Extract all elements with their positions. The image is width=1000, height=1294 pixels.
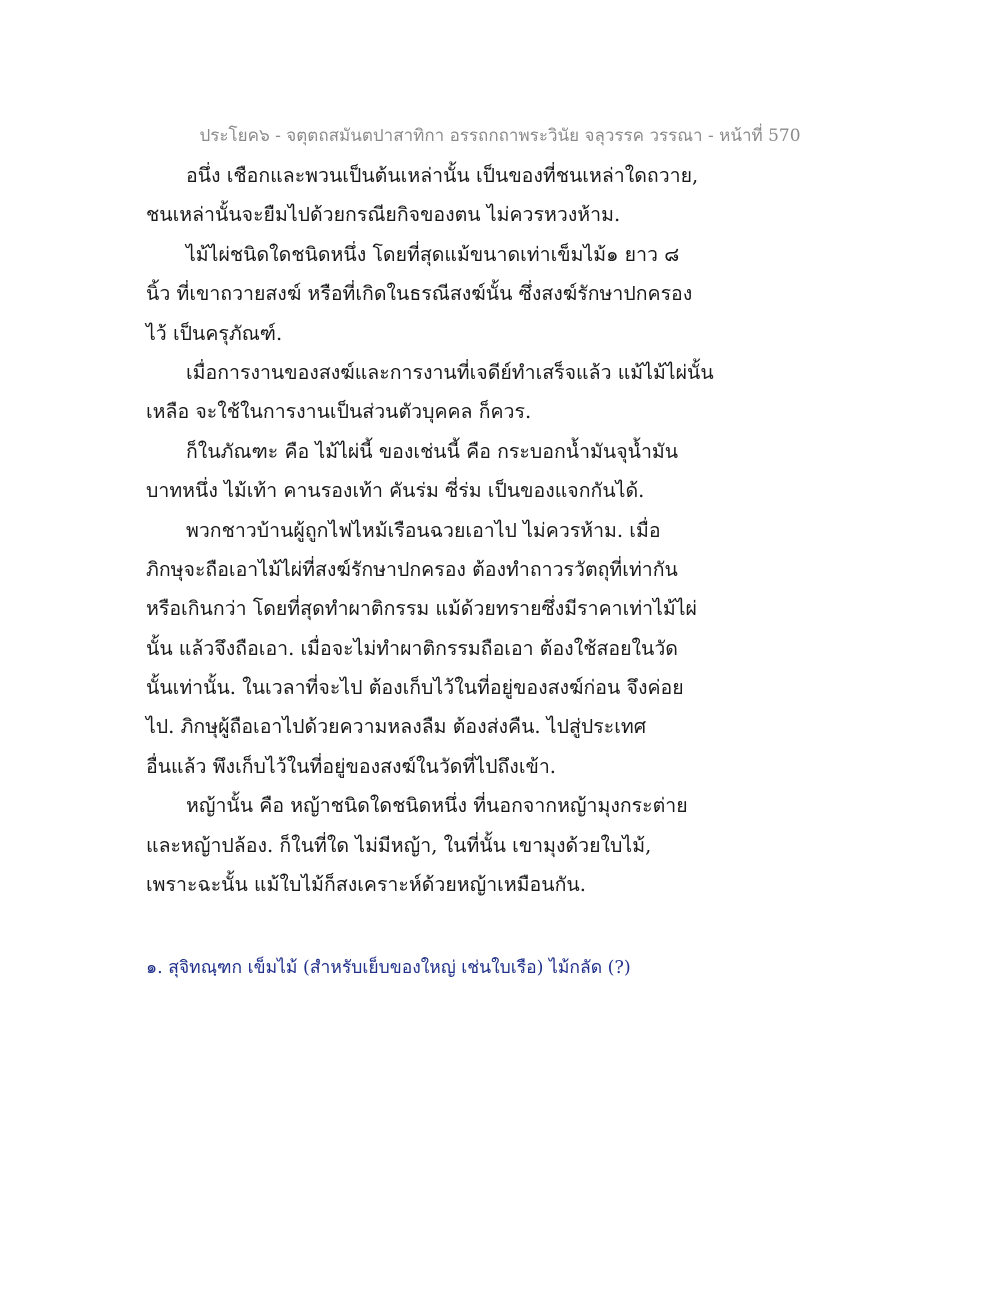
paragraph-line: หรือเกินกว่า โดยที่สุดทำผาติกรรม แม้ด้วยทรายซึ่งมีราคาเท่าไม้ไผ่ <box>146 597 697 621</box>
body-text <box>146 156 714 904</box>
paragraph-line: เมื่อการงานของสงฆ์และการงานที่เจดีย์ทำเสร็จแล้ว แม้ไม้ไผ่นั้น <box>186 360 714 384</box>
paragraph-line: ไว้ เป็นครุภัณฑ์. <box>146 321 283 345</box>
paragraph-line: ไม้ไผ่ชนิดใดชนิดหนึ่ง โดยที่สุดแม้ขนาดเท่าเข็มไม้๑ ยาว ๘ <box>186 242 680 266</box>
paragraph-line: ไป. ภิกษุผู้ถือเอาไปด้วยความหลงลืม ต้องส่งคืน. ไปสู่ประเทศ <box>146 715 647 739</box>
paragraph-line: เหลือ จะใช้ในการงานเป็นส่วนตัวบุคคล ก็ควร. <box>146 400 532 424</box>
paragraph-line: เพราะฉะนั้น แม้ใบไม้ก็สงเคราะห์ด้วยหญ้าเหมือนกัน. <box>146 873 586 897</box>
paragraph-line: นิ้ว ที่เขาถวายสงฆ์ หรือที่เกิดในธรณีสงฆ์นั้น ซึ่งสงฆ์รักษาปกครอง <box>146 282 693 306</box>
paragraph-line: อนึ่ง เชือกและพวนเป็นต้นเหล่านั้น เป็นของที่ชนเหล่าใดถวาย, <box>186 164 699 187</box>
paragraph-line: นั้นเท่านั้น. ในเวลาที่จะไป ต้องเก็บไว้ในที่อยู่ของสงฆ์ก่อน จึงค่อย <box>146 676 684 700</box>
paragraph-line: ชนเหล่านั้นจะยืมไปด้วยกรณียกิจของตน ไม่ควรหวงห้าม. <box>146 203 621 227</box>
paragraph-line: พวกชาวบ้านผู้ถูกไฟไหม้เรือนฉวยเอาไป ไม่ควรห้าม. เมื่อ <box>186 518 661 542</box>
page-header: ประโยค๖ - จตุตถสมันตปาสาทิกา อรรถกถาพระวินัย จลุวรรค วรรณา - หน้าที่ 570 <box>199 126 801 146</box>
paragraph-line: ก็ในภัณฑะ คือ ไม้ไผ่นี้ ของเช่นนี้ คือ กระบอกน้ำมันจุน้ำมัน <box>186 439 679 463</box>
footnote: ๑. สุจิทณฺฑก เข็มไม้ (สำหรับเย็บของใหญ่ เช่นใบเรือ) ไม้กลัด (?) <box>146 958 631 978</box>
paragraph-line: อื่นแล้ว พึงเก็บไว้ในที่อยู่ของสงฆ์ในวัดที่ไปถึงเข้า. <box>146 754 556 778</box>
paragraph-line: และหญ้าปล้อง. ก็ในที่ใด ไม่มีหญ้า, ในที่นั้น เขามุงด้วยใบไม้, <box>146 833 652 857</box>
paragraph-line: ภิกษุจะถือเอาไม้ไผ่ที่สงฆ์รักษาปกครอง ต้องทำถาวรวัตถุที่เท่ากัน <box>146 557 678 581</box>
paragraph-line: นั้น แล้วจึงถือเอา. เมื่อจะไม่ทำผาติกรรมถือเอา ต้องใช้สอยในวัด <box>146 636 678 660</box>
paragraph-line: บาทหนึ่ง ไม้เท้า คานรองเท้า คันร่ม ซี่ร่ม เป็นของแจกกันได้. <box>146 479 645 503</box>
paragraph-line: หญ้านั้น คือ หญ้าชนิดใดชนิดหนึ่ง ที่นอกจากหญ้ามุงกระต่าย <box>186 794 688 818</box>
